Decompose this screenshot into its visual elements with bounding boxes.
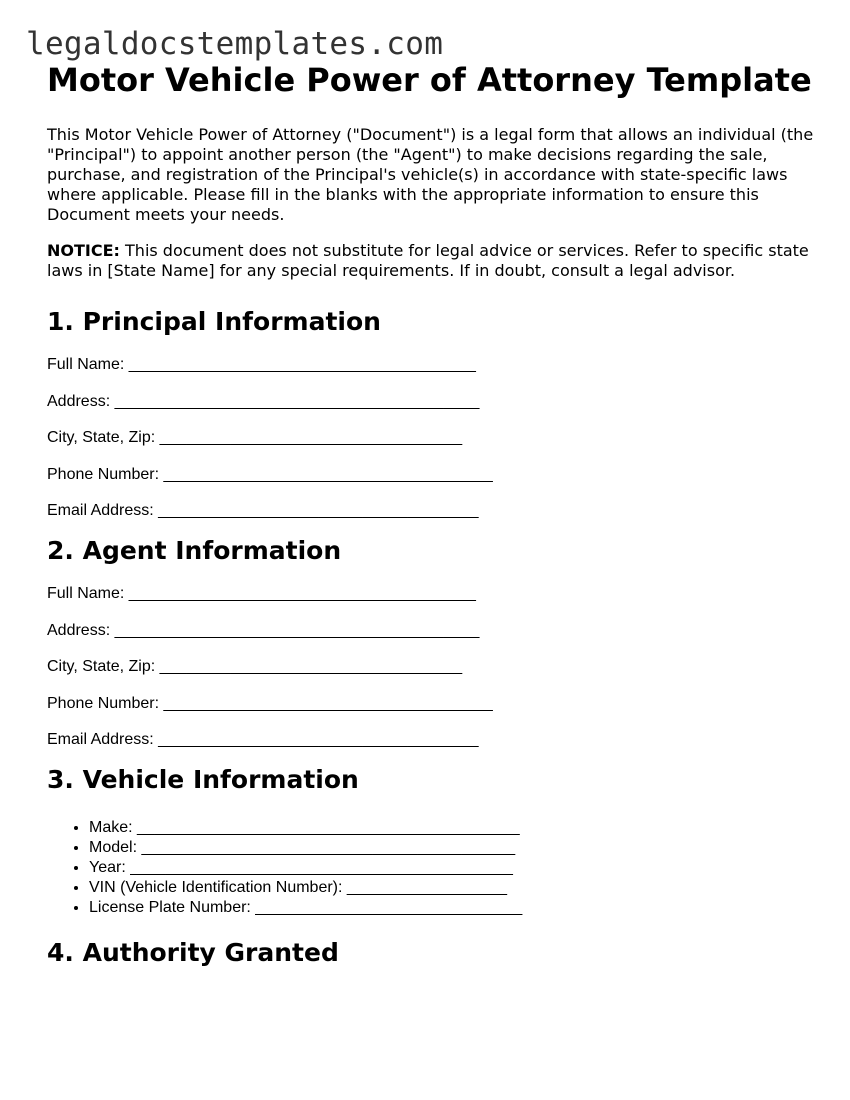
intro-paragraph: This Motor Vehicle Power of Attorney ("Document") is a legal form that allows an individual (the "Principal") to appoint another person (the "Agent") to make decisions regarding the sale, purchase, and registration of the Principal's vehicle(s) in accordance with state-specific laws where applicable. Please fill in the blanks with the appropriate information to ensure this Document meets your needs. xyxy=(47,125,814,224)
watermark: legaldocstemplates.com xyxy=(26,26,444,62)
vehicle-list xyxy=(47,818,817,918)
document-page xyxy=(47,60,817,968)
vehicle-year-field[interactable]: • Year: ___________________________________________ xyxy=(89,858,817,878)
section-heading-vehicle: 3. Vehicle Information xyxy=(47,765,359,794)
agent-city-state-zip-field[interactable]: City, State, Zip: __________________________________ xyxy=(47,658,463,675)
notice-text: This document does not substitute for legal advice or services. Refer to specific state laws in [State Name] for any special requirements. If in doubt, consult a legal advisor. xyxy=(47,241,809,280)
section-heading-authority: 4. Authority Granted xyxy=(47,938,339,967)
vehicle-plate-field[interactable]: • License Plate Number: ______________________________ xyxy=(89,898,817,918)
vehicle-make-field[interactable]: • Make: ___________________________________________ xyxy=(89,818,817,838)
agent-fields xyxy=(47,584,817,750)
principal-full-name-field[interactable]: Full Name: _______________________________________ xyxy=(47,356,476,373)
agent-full-name-field[interactable]: Full Name: _______________________________________ xyxy=(47,585,476,602)
principal-email-field[interactable]: Email Address: ____________________________________ xyxy=(47,502,479,519)
section-heading-principal: 1. Principal Information xyxy=(47,307,381,336)
principal-city-state-zip-field[interactable]: City, State, Zip: __________________________________ xyxy=(47,429,463,446)
principal-address-field[interactable]: Address: _________________________________________ xyxy=(47,392,480,410)
vehicle-vin-field[interactable]: • VIN (Vehicle Identification Number): __________________ xyxy=(89,878,817,898)
principal-phone-field[interactable]: Phone Number: _____________________________________ xyxy=(47,465,493,483)
document-title: Motor Vehicle Power of Attorney Template xyxy=(47,61,812,99)
vehicle-model-field[interactable]: • Model: __________________________________________ xyxy=(89,838,817,858)
agent-email-field[interactable]: Email Address: ____________________________________ xyxy=(47,731,479,748)
principal-fields xyxy=(47,355,817,521)
notice-label: NOTICE: xyxy=(47,241,120,260)
section-heading-agent: 2. Agent Information xyxy=(47,536,342,565)
agent-phone-field[interactable]: Phone Number: _____________________________________ xyxy=(47,694,493,712)
agent-address-field[interactable]: Address: _________________________________________ xyxy=(47,621,480,639)
notice-paragraph xyxy=(47,241,817,281)
